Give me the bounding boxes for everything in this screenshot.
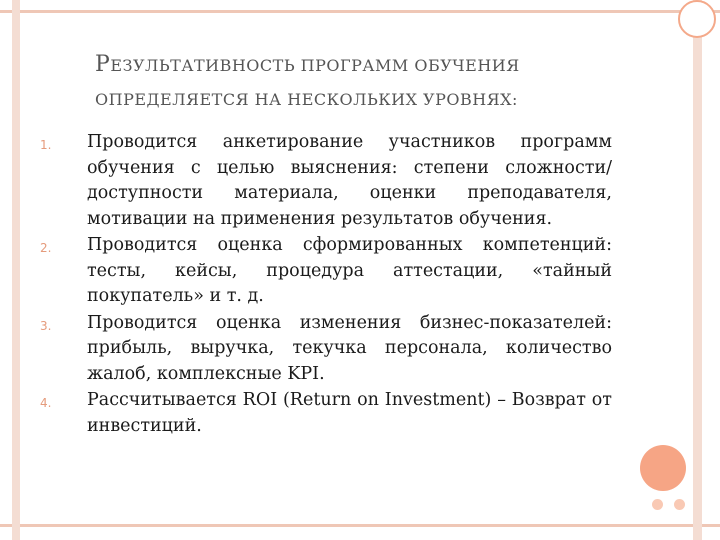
list-item [40, 388, 612, 439]
decorative-dot-icon [674, 499, 685, 510]
list-item-text: Проводится оценка изменения бизнес-показателей: прибыль, выручка, текучка персонала, количество жалоб, комплексные KPI. [87, 312, 612, 384]
list-number: 4. [40, 396, 52, 410]
list-item [40, 233, 612, 310]
list-item-text: Проводится оценка сформированных компетенций: тесты, кейсы, процедура аттестации, «тайный покупатель» и т. д. [87, 235, 612, 306]
list-item [40, 130, 612, 232]
list-number: 3. [40, 318, 52, 333]
frame-bottom-line [0, 524, 720, 527]
frame-right-bar [693, 0, 702, 540]
frame-top-line [0, 10, 720, 13]
title-line-2: ОПРЕДЕЛЯЕТСЯ НА НЕСКОЛЬКИХ УРОВНЯХ: [95, 90, 518, 109]
decorative-circle-icon [640, 445, 686, 491]
title-line-1 [95, 48, 655, 83]
decorative-dot-icon [652, 499, 663, 510]
title-capital: Р [95, 52, 111, 77]
list-item-text: Рассчитывается ROI (Return on Investment) – Возврат от инвестиций. [87, 390, 612, 436]
title-line-1-text: ЕЗУЛЬТАТИВНОСТЬ ПРОГРАММ ОБУЧЕНИЯ [110, 56, 520, 75]
slide-title [95, 48, 655, 117]
decorative-ring-icon [678, 0, 716, 38]
list-number: 2. [40, 241, 52, 255]
list-item-text: Проводится анкетирование участников программ обучения с целью выяснения: степени сложности/доступности материала, оценки преподавателя, мотивации на применения результатов обучения. [87, 132, 612, 229]
list-number: 1. [40, 138, 52, 152]
frame-left-bar [12, 0, 20, 540]
list-item [40, 311, 612, 388]
numbered-list [40, 130, 612, 440]
